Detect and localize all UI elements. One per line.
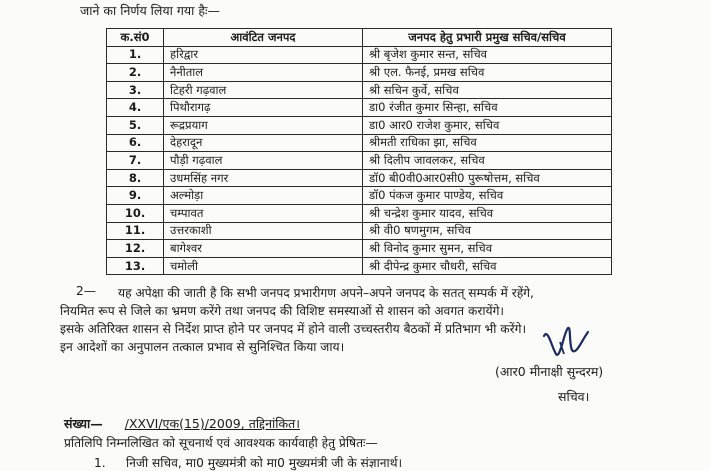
header-serial: क.सं0	[107, 29, 164, 47]
district-cell: हरिद्वार	[164, 46, 363, 64]
paragraph-number: 2—	[76, 284, 96, 298]
intro-line: जाने का निर्णय लिया गया हैः—	[80, 3, 221, 18]
paragraph-line-1: यह अपेक्षा की जाती है कि सभी जनपद प्रभारीगण अपने–अपने जनपद के सतत् सम्पर्क में रहेंगे,	[118, 286, 534, 300]
serial-cell: 11.	[107, 222, 164, 240]
secretary-cell: श्री बृजेश कुमार सन्त, सचिव	[363, 46, 612, 64]
table-row	[107, 99, 612, 117]
secretary-cell: श्री दीपेन्द्र कुमार चौधरी, सचिव	[363, 257, 612, 275]
district-cell: टिहरी गढ़वाल	[164, 81, 363, 99]
serial-cell: 7.	[107, 152, 164, 170]
table-row	[107, 240, 612, 258]
secretary-cell: श्रीमती राधिका झा, सचिव	[363, 134, 612, 152]
secretary-cell: श्री दिलीप जावलकर, सचिव	[363, 152, 612, 170]
secretary-cell: श्री एल. फैनई, प्रमख सचिव	[363, 64, 612, 82]
header-district: आवंटित जनपद	[164, 29, 363, 47]
district-cell: नैनीताल	[164, 64, 363, 82]
district-cell: पौड़ी गढ़वाल	[164, 152, 363, 170]
secretary-cell: श्री सचिन कुर्वे, सचिव	[363, 81, 612, 99]
table-row	[107, 81, 612, 99]
table-row	[107, 46, 612, 64]
paragraph-line-3: इसके अतिरिक्त शासन से निर्देश प्राप्त होने पर जनपद में होने वाली उच्चस्तरीय बैठकों में प्रतिभाग भी करेंगे।	[60, 322, 527, 336]
serial-cell: 1.	[107, 46, 164, 64]
district-cell: चमोली	[164, 257, 363, 275]
reference-label: संख्या—	[64, 416, 103, 431]
signatory-designation: सचिव।	[558, 389, 590, 404]
secretary-cell: श्री चन्द्रेश कुमार यादव, सचिव	[363, 204, 612, 222]
table-row	[107, 134, 612, 152]
table-row	[107, 169, 612, 187]
table-row	[107, 187, 612, 205]
district-cell: पिथौरागढ़	[164, 99, 363, 117]
signatory-name: (आर0 मीनाक्षी सुन्दरम)	[495, 364, 604, 379]
district-cell: देहरादून	[164, 134, 363, 152]
reference-number: /XXVI/एक(15)/2009, तद्दिनांकित।	[124, 416, 300, 431]
table-row	[107, 222, 612, 240]
serial-cell: 4.	[107, 99, 164, 117]
district-cell: चम्पावत	[164, 204, 363, 222]
serial-cell: 13.	[107, 257, 164, 275]
copy-item-text: निजी सचिव, मा0 मुख्यमंत्री को मा0 मुख्यमंत्री जी के संज्ञानार्थ।	[126, 456, 403, 470]
serial-cell: 8.	[107, 169, 164, 187]
paragraph-line-2: नियमित रूप से जिले का भ्रमण करेंगे तथा जनपद की विशिष्ट समस्याओं से शासन को अवगत करायेंगे।	[60, 304, 505, 318]
secretary-cell: श्री वी0 षणमुगम, सचिव	[363, 222, 612, 240]
table-row	[107, 204, 612, 222]
table-row	[107, 64, 612, 82]
secretary-cell: श्री विनोद कुमार सुमन, सचिव	[363, 240, 612, 258]
reference-line	[64, 415, 300, 432]
serial-cell: 9.	[107, 187, 164, 205]
serial-cell: 10.	[107, 204, 164, 222]
serial-cell: 3.	[107, 81, 164, 99]
district-cell: अल्मोड़ा	[164, 187, 363, 205]
copy-line: प्रतिलिपि निम्नलिखित को सूचनार्थ एवं आवश्यक कार्यवाही हेतु प्रेषितः—	[64, 436, 378, 450]
secretary-cell: डॉ0 पंकज कुमार पाण्डेय, सचिव	[363, 187, 612, 205]
secretary-cell: डॉ0 बी0वी0आर0सी0 पुरूषोत्तम, सचिव	[363, 169, 612, 187]
district-cell: उधमसिंह नगर	[164, 169, 363, 187]
table-row	[107, 152, 612, 170]
copy-item	[94, 454, 402, 471]
serial-cell: 2.	[107, 64, 164, 82]
table-row	[107, 257, 612, 275]
district-cell: बागेश्वर	[164, 240, 363, 258]
secretary-cell: डा0 आर0 राजेश कुमार, सचिव	[363, 116, 612, 134]
serial-cell: 5.	[107, 116, 164, 134]
copy-item-number: 1.	[94, 456, 106, 470]
header-secretary: जनपद हेतु प्रभारी प्रमुख सचिव/सचिव	[363, 29, 612, 47]
allocation-table	[106, 28, 612, 275]
table-row	[107, 116, 612, 134]
paragraph-line-4: इन आदेशों का अनुपालन तत्काल प्रभाव से सुनिश्चित किया जाय।	[60, 340, 345, 354]
district-cell: रूद्रप्रयाग	[164, 116, 363, 134]
table-header-row	[107, 29, 612, 47]
serial-cell: 12.	[107, 240, 164, 258]
handwritten-signature	[538, 324, 598, 366]
serial-cell: 6.	[107, 134, 164, 152]
district-cell: उत्तरकाशी	[164, 222, 363, 240]
secretary-cell: डा0 रंजीत कुमार सिन्हा, सचिव	[363, 99, 612, 117]
